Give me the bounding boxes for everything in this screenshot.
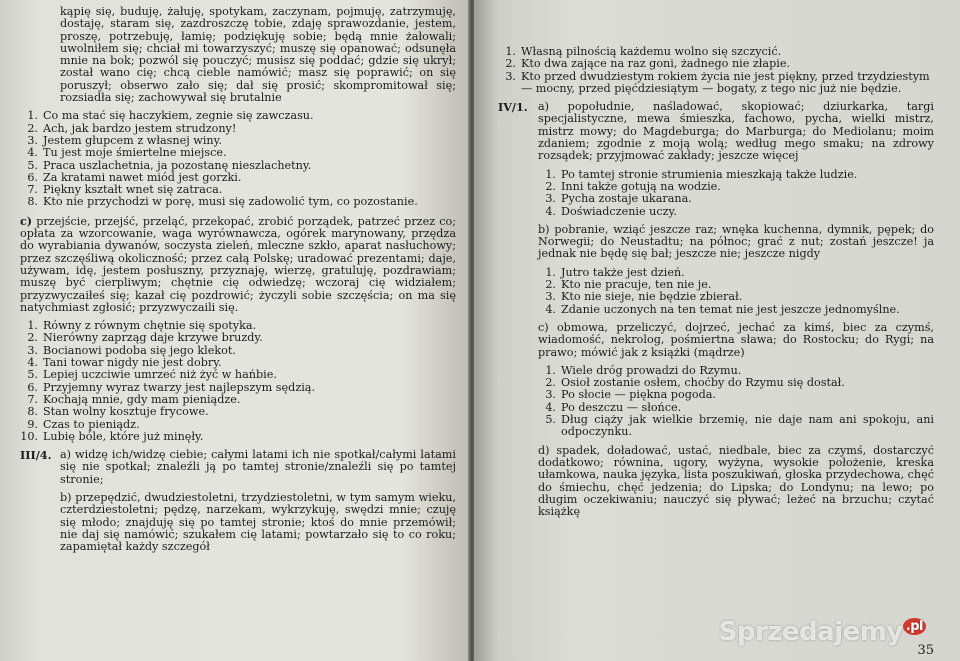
section-tag: III/4. — [20, 448, 52, 463]
item-number: 7. — [27, 183, 38, 197]
item-number: 3. — [27, 133, 38, 147]
item-text: Stan wolny kosztuje frycowe. — [43, 405, 209, 419]
watermark-text: Sprzedajemy — [718, 617, 903, 647]
list-item — [538, 414, 934, 439]
list-item — [20, 332, 456, 344]
item-text: Zdanie uczonych na ten temat nie jest jeszcze jednomyślne. — [561, 302, 900, 316]
item-number: 10. — [20, 429, 38, 443]
section-iii-4-a: a) widzę ich/widzę ciebie; całymi latami ich nie spotkał/całymi latami się nie spotkał; znaleźli ją po tamtej stronie/znaleźli się po tamtej stronie; — [60, 448, 456, 486]
item-number: 2. — [505, 57, 516, 71]
item-number: 1. — [27, 109, 38, 123]
item-text: Piękny kształt wnet się zatraca. — [43, 183, 223, 197]
item-text: Własną pilnością każdemu wolno się szczycić. — [521, 45, 782, 58]
list-item — [20, 147, 456, 159]
section-iii-4-b: b) przepędzić, dwudziestoletni, trzydziestoletni, w tym samym wieku, czterdziestoletni; pędzę, narzekam, wykrzykuję, swędzi mnie; czuję się młodo; znajduję się po tamtej stronie; ktoś do mnie przemówił; nie daj się namówić; szukałem cię latami; powtarzało się to co roku; zapamiętał każdy szczegół — [60, 490, 456, 554]
item-number: 1. — [545, 265, 556, 279]
list-item — [498, 58, 934, 70]
watermark-logo — [719, 617, 926, 647]
item-text: Za kratami nawet miód jest gorzki. — [43, 170, 242, 184]
item-text: Inni także gotują na wodzie. — [561, 179, 721, 193]
list-item — [20, 431, 456, 443]
list-item — [538, 304, 934, 316]
section-c-text: przejście, przejść, przeląć, przekopać, zrobić porządek, patrzeć przez co; opłata za wzorcowanie, waga wyrównawcza, ogórek marynowany, przędza do wyrabiania dywanów, soczysta zieleń, mleczne szkło, aparat nasłuchowy; przez szczęśliwą okoliczność; przez całą Polskę; uradować prezentami; daje, używam, idę, jestem posłuszny, przyznaję, wierzę, gratuluję, pozdrawiam; muszę być cierpliwym; chętnie cię odwiedzę; wczoraj cię widziałem; przyzwyczaiłeś się; kazał cię pozdrowić; życzyli sobie szczęścia; on ma się natychmiast zgłosić; przyzwyczaili się. — [20, 214, 456, 314]
item-number: 9. — [27, 417, 38, 431]
section-b-text: b) pobranie, wziąć jeszcze raz; wnęka kuchenna, dymnik, pępek; do Norwegii; do Neustadtu; na północ; grać z nut; zostań jeszcze! ja jednak nie będę się bał; jeszcze nie; jeszcze nigdy — [538, 222, 934, 261]
item-text: Pycha zostaje ukarana. — [561, 192, 692, 206]
item-text: Czas to pieniądz. — [43, 417, 140, 431]
item-number: 1. — [505, 45, 516, 58]
list-item — [20, 406, 456, 418]
item-text: Praca uszlachetnia, ja pozostanę nieszlachetny. — [43, 158, 312, 172]
item-number: 7. — [27, 392, 38, 406]
item-number: 4. — [27, 356, 38, 370]
section-iv-1 — [498, 101, 934, 524]
item-number: 2. — [545, 376, 556, 390]
item-text: Równy z równym chętnie się spotyka. — [43, 319, 257, 333]
list-item — [538, 193, 934, 205]
list-item — [20, 110, 456, 122]
item-text: Jestem głupcem z własnej winy. — [43, 133, 222, 147]
list-item — [498, 71, 934, 96]
item-text: Doświadczenie uczy. — [561, 204, 677, 218]
item-text: Jutro także jest dzień. — [561, 265, 685, 279]
section-c-paragraph — [20, 215, 456, 314]
item-number: 2. — [545, 278, 556, 292]
section-c-list — [538, 365, 934, 439]
section-a-text: a) popołudnie, naśladować, skopiować; dziurkarka, targi specjalistyczne, mewa śmieszka, fachowo, pycha, wielki mistrz, mistrz mowy; do Magdeburga; do Marburga; do Mediolanu; moim zdaniem; zgodnie z moją wolą; według mego smaku; na zdrowy rozsądek; przyjmować zakłady; jeszcze więcej — [538, 100, 934, 163]
item-text: Nierówny zaprząg daje krzywe bruzdy. — [43, 331, 263, 345]
item-number: 3. — [27, 343, 38, 357]
list-item — [538, 291, 934, 303]
item-text: Po tamtej stronie strumienia mieszkają także ludzie. — [561, 167, 858, 181]
item-number: 3. — [505, 69, 516, 83]
list-item — [20, 160, 456, 172]
item-text: Wiele dróg prowadzi do Rzymu. — [561, 363, 742, 377]
item-number: 1. — [545, 167, 556, 181]
item-number: 6. — [27, 380, 38, 394]
item-number: 6. — [27, 170, 38, 184]
item-text: Lepiej uczciwie umrzeć niż żyć w hańbie. — [43, 368, 277, 382]
item-text: Tani towar nigdy nie jest dobry. — [43, 356, 222, 370]
item-number: 2. — [27, 121, 38, 135]
item-number: 5. — [27, 368, 38, 382]
item-number: 4. — [545, 400, 556, 414]
item-text: Ach, jak bardzo jestem strudzony! — [43, 121, 237, 135]
section-c-text: c) obmowa, przeliczyć, dojrzeć, jechać za kimś, biec za czymś, wiadomość, nekrolog, pośmiertna sława; do Rostocku; do Rygi; na prawo; mówić jak z książki (mądrze) — [538, 320, 934, 359]
item-text: Kto nie pracuje, ten nie je. — [561, 278, 712, 292]
item-number: 2. — [27, 331, 38, 345]
item-text: Lubię bóle, które już minęły. — [43, 429, 204, 443]
item-text: Dług ciąży jak wielkie brzemię, nie daje nam ani spokoju, ani odpoczynku. — [561, 413, 934, 439]
item-number: 8. — [27, 195, 38, 209]
section-d-text: d) spadek, doładować, ustać, niedbale, biec za czymś, dostarczyć dodatkowo; równina, ugory, wyżyna, wysokie położenie, kreska ułamkowa, nauka języka, lista poszukiwań, głoska przydechowa, chęć do śmiechu, chęć jedzenia; do Lipska; do Londynu; na lewo; po długim oczekiwaniu; nauczyć się pływać; leżeć na brzuchu; czytać książkę — [538, 443, 934, 519]
item-text: Przyjemny wyraz twarzy jest najlepszym sędzią. — [43, 380, 316, 394]
item-number: 5. — [545, 413, 556, 427]
item-number: 3. — [545, 192, 556, 206]
list-item — [538, 206, 934, 218]
intro-paragraph: kąpię się, buduję, żałuję, spotykam, zaczynam, pojmuję, zatrzymuję, dostaję, staram się, zazdroszczę tobie, zdaję sprawozdanie, jestem, proszę, potrzebuję, łamię; podziękuję sobie; będą mnie żałowali; uwolniłem się; chciał mi towarzyszyć; muszę się opanować; odsunęła mnie na bok; pozwól się pouczyć; musisz się poddać; gdzie się ukrył; został wano cię; chcą cieble namówić; masz się poprawić; on się poruszył; obserwo zało się; dał się prosić; skompromitował się; rozsiadła się; zachowywał się brutalnie — [60, 5, 456, 105]
item-text: Kto przed dwudziestym rokiem życia nie jest piękny, przed trzydziestym — mocny, przed pięćdziesiątym — bogaty, z tego nic już nie będzie. — [521, 69, 930, 95]
item-number: 1. — [545, 363, 556, 377]
section-c-label: c) — [20, 213, 33, 228]
section-iii-4 — [20, 449, 456, 559]
watermark-suffix: .pl — [903, 618, 926, 635]
item-number: 2. — [545, 179, 556, 193]
section-b-list — [538, 267, 934, 316]
proverb-list-1 — [20, 110, 456, 208]
section-a-list — [538, 169, 934, 218]
list-item — [20, 369, 456, 381]
left-page — [0, 0, 470, 661]
list-item — [20, 419, 456, 431]
item-number: 3. — [545, 388, 556, 402]
right-page — [474, 0, 960, 661]
list-item — [20, 196, 456, 208]
item-text: Tu jest moje śmiertelne miejsce. — [43, 146, 227, 160]
item-number: 8. — [27, 405, 38, 419]
item-text: Co ma stać się haczykiem, zegnie się zawczasu. — [43, 109, 314, 123]
item-number: 4. — [545, 302, 556, 316]
item-number: 5. — [27, 158, 38, 172]
proverb-list-top — [498, 46, 934, 95]
item-text: Kto nie sieje, nie będzie zbierał. — [561, 290, 743, 304]
item-number: 1. — [27, 319, 38, 333]
item-number: 3. — [545, 290, 556, 304]
item-text: Kochają mnie, gdy mam pieniądze. — [43, 392, 241, 406]
list-item — [538, 389, 934, 401]
item-text: Osioł zostanie osłem, choćby do Rzymu się dostał. — [561, 376, 845, 390]
page-number: 35 — [917, 642, 934, 658]
item-number: 4. — [545, 204, 556, 218]
item-text: Po słocie — piękna pogoda. — [561, 388, 716, 402]
proverb-list-2 — [20, 320, 456, 443]
item-number: 4. — [27, 146, 38, 160]
item-text: Kto nie przychodzi w porę, musi się zadowolić tym, co pozostanie. — [43, 195, 418, 209]
section-tag: IV/1. — [498, 100, 528, 115]
item-text: Kto dwa zające na raz goni, żadnego nie złapie. — [521, 57, 791, 71]
item-text: Po deszczu — słońce. — [561, 400, 682, 414]
item-text: Bocianowi podoba się jego klekot. — [43, 343, 236, 357]
